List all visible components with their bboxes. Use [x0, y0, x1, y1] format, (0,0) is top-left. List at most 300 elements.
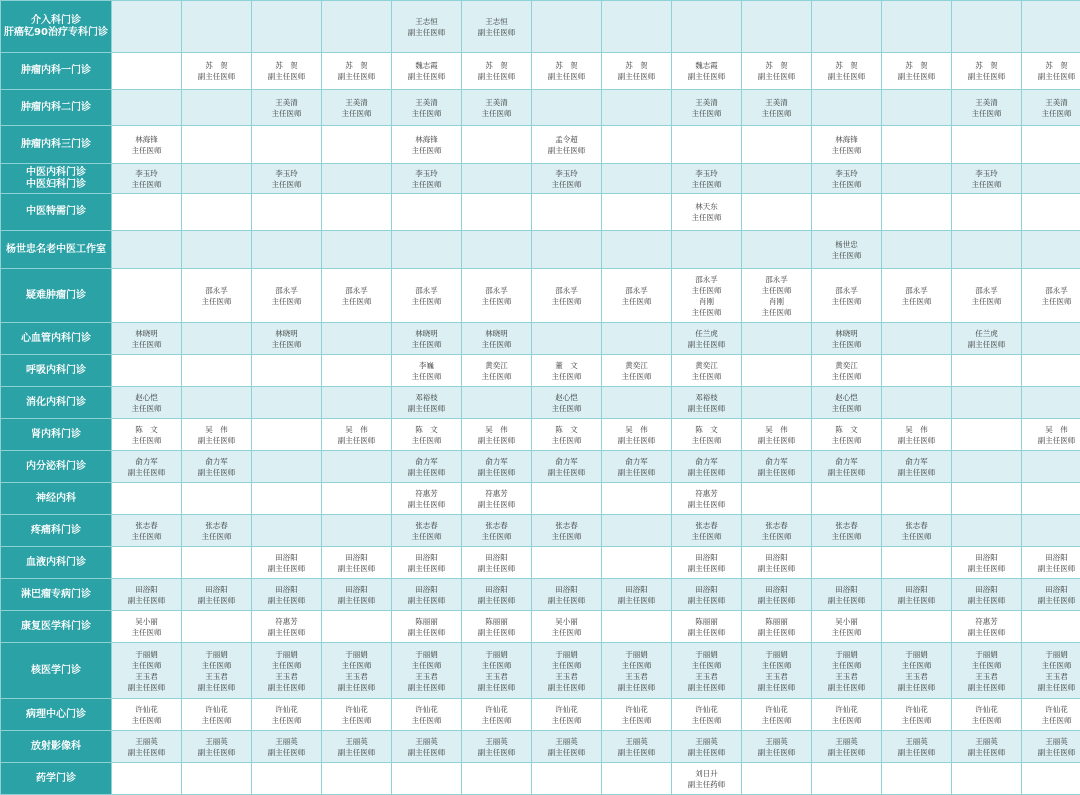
doctor-title: 主任医师	[882, 715, 951, 726]
doctor-entry	[532, 649, 601, 671]
doctor-name: 李玉玲	[392, 168, 461, 179]
doctor-entry	[462, 360, 531, 382]
doctor-name: 邓裕枝	[672, 392, 741, 403]
schedule-cell	[532, 387, 602, 419]
doctor-entry	[672, 392, 741, 414]
doctor-name: 邵永孚	[1022, 285, 1080, 296]
doctor-name: 田浴阳	[672, 584, 741, 595]
doctor-name: 于丽娟	[742, 649, 811, 660]
schedule-cell	[112, 579, 182, 611]
department-name-line: 杨世忠名老中医工作室	[1, 244, 111, 256]
department-name	[1, 231, 112, 269]
doctor-name: 陈 文	[532, 424, 601, 435]
schedule-cell	[252, 515, 322, 547]
schedule-cell	[322, 387, 392, 419]
department-name-line: 肿瘤内科一门诊	[1, 65, 111, 77]
doctor-name: 邵永孚	[322, 285, 391, 296]
doctor-entry	[392, 520, 461, 542]
doctor-entry	[742, 584, 811, 606]
doctor-title: 主任医师	[532, 435, 601, 446]
schedule-cell	[532, 164, 602, 194]
doctor-entry	[812, 456, 881, 478]
doctor-title: 副主任医师	[1022, 435, 1080, 446]
doctor-name: 田浴阳	[952, 552, 1021, 563]
schedule-cell	[952, 515, 1022, 547]
schedule-cell	[392, 90, 462, 126]
department-name	[1, 763, 112, 795]
schedule-cell	[462, 164, 532, 194]
doctor-title: 副主任医师	[462, 747, 531, 758]
doctor-title: 副主任医师	[532, 71, 601, 82]
schedule-cell	[742, 731, 812, 763]
schedule-row	[1, 90, 1080, 126]
doctor-title: 副主任医师	[392, 403, 461, 414]
doctor-name: 王美清	[322, 97, 391, 108]
doctor-entry	[182, 649, 251, 671]
doctor-title: 主任医师	[462, 108, 531, 119]
schedule-cell	[322, 90, 392, 126]
doctor-title: 主任医师	[392, 371, 461, 382]
doctor-name: 吴小丽	[112, 616, 181, 627]
doctor-name: 邵永孚	[812, 285, 881, 296]
doctor-title: 副主任医师	[112, 682, 181, 693]
schedule-cell	[462, 515, 532, 547]
doctor-name: 田浴阳	[322, 584, 391, 595]
schedule-cell	[812, 483, 882, 515]
doctor-title: 主任医师	[322, 715, 391, 726]
doctor-title: 主任医师	[462, 371, 531, 382]
doctor-entry	[882, 285, 951, 307]
doctor-entry	[532, 60, 601, 82]
doctor-entry	[672, 649, 741, 671]
schedule-cell	[952, 387, 1022, 419]
schedule-cell	[882, 355, 952, 387]
schedule-cell	[112, 231, 182, 269]
doctor-entry	[322, 97, 391, 119]
doctor-name: 王玉君	[672, 671, 741, 682]
doctor-title: 副主任医师	[182, 71, 251, 82]
doctor-title: 主任医师	[742, 307, 811, 318]
doctor-name: 王美清	[252, 97, 321, 108]
department-name-line: 中医妇科门诊	[1, 179, 111, 191]
doctor-title: 副主任医师	[672, 71, 741, 82]
doctor-name: 吴 伟	[742, 424, 811, 435]
doctor-entry	[392, 488, 461, 510]
doctor-name: 许仙花	[602, 704, 671, 715]
schedule-cell	[742, 1, 812, 53]
doctor-entry	[812, 616, 881, 638]
doctor-title: 副主任医师	[112, 747, 181, 758]
doctor-entry	[112, 168, 181, 190]
doctor-title: 主任医师	[672, 212, 741, 223]
doctor-entry	[812, 328, 881, 350]
department-name-line: 肾内科门诊	[1, 429, 111, 441]
schedule-cell	[462, 643, 532, 699]
doctor-name: 陈 文	[812, 424, 881, 435]
doctor-name: 俞力军	[532, 456, 601, 467]
schedule-cell	[462, 763, 532, 795]
schedule-cell	[322, 763, 392, 795]
doctor-title: 主任医师	[112, 627, 181, 638]
doctor-name: 王丽英	[532, 736, 601, 747]
schedule-cell	[952, 699, 1022, 731]
doctor-title: 副主任医师	[952, 627, 1021, 638]
schedule-cell	[1022, 164, 1080, 194]
schedule-cell	[812, 547, 882, 579]
doctor-entry	[1022, 97, 1080, 119]
department-name	[1, 699, 112, 731]
doctor-title: 主任医师	[392, 531, 461, 542]
doctor-title: 副主任医师	[1022, 71, 1080, 82]
doctor-name: 符惠芳	[252, 616, 321, 627]
schedule-cell	[1022, 126, 1080, 164]
schedule-cell	[602, 451, 672, 483]
doctor-title: 主任医师	[392, 179, 461, 190]
schedule-cell	[1022, 699, 1080, 731]
doctor-name: 俞力军	[182, 456, 251, 467]
schedule-cell	[882, 731, 952, 763]
doctor-entry	[252, 285, 321, 307]
doctor-title: 副主任医师	[882, 682, 951, 693]
doctor-entry	[462, 704, 531, 726]
doctor-title: 副主任医师	[532, 747, 601, 758]
schedule-cell	[392, 419, 462, 451]
doctor-entry	[812, 649, 881, 671]
doctor-title: 主任医师	[742, 108, 811, 119]
schedule-cell	[392, 231, 462, 269]
doctor-title: 主任医师	[672, 108, 741, 119]
doctor-name: 苏 贺	[252, 60, 321, 71]
doctor-entry	[672, 456, 741, 478]
schedule-cell	[462, 579, 532, 611]
doctor-title: 副主任医师	[1022, 747, 1080, 758]
schedule-cell	[812, 643, 882, 699]
doctor-entry	[462, 16, 531, 38]
doctor-name: 王玉君	[602, 671, 671, 682]
schedule-cell	[322, 731, 392, 763]
doctor-name: 邵永孚	[462, 285, 531, 296]
schedule-cell	[742, 194, 812, 231]
doctor-name: 田浴阳	[252, 584, 321, 595]
doctor-entry	[112, 649, 181, 671]
doctor-title: 主任医师	[952, 715, 1021, 726]
schedule-cell	[182, 419, 252, 451]
schedule-cell	[322, 547, 392, 579]
doctor-entry	[812, 671, 881, 693]
doctor-title: 副主任医师	[952, 339, 1021, 350]
doctor-entry	[1022, 285, 1080, 307]
doctor-entry	[672, 616, 741, 638]
schedule-cell	[1022, 387, 1080, 419]
doctor-entry	[812, 239, 881, 261]
doctor-entry	[392, 704, 461, 726]
doctor-name: 苏 贺	[322, 60, 391, 71]
schedule-cell	[672, 547, 742, 579]
schedule-cell	[742, 355, 812, 387]
schedule-cell	[812, 269, 882, 323]
doctor-title: 副主任医师	[322, 563, 391, 574]
schedule-cell	[742, 323, 812, 355]
doctor-name: 王丽英	[392, 736, 461, 747]
schedule-cell	[112, 53, 182, 90]
doctor-title: 副主任医师	[882, 747, 951, 758]
schedule-cell	[532, 699, 602, 731]
doctor-name: 许仙花	[812, 704, 881, 715]
schedule-cell	[672, 699, 742, 731]
doctor-name: 林晓明	[462, 328, 531, 339]
schedule-cell	[392, 731, 462, 763]
schedule-cell	[252, 231, 322, 269]
doctor-name: 张志春	[532, 520, 601, 531]
doctor-entry	[462, 584, 531, 606]
schedule-cell	[882, 126, 952, 164]
schedule-cell	[1022, 547, 1080, 579]
schedule-cell	[112, 90, 182, 126]
doctor-name: 俞力军	[602, 456, 671, 467]
doctor-name: 李玉玲	[252, 168, 321, 179]
doctor-title: 主任医师	[252, 715, 321, 726]
doctor-name: 田浴阳	[392, 584, 461, 595]
doctor-title: 副主任医师	[672, 563, 741, 574]
schedule-cell	[252, 763, 322, 795]
schedule-cell	[392, 355, 462, 387]
doctor-name: 肖刚	[742, 296, 811, 307]
schedule-cell	[952, 269, 1022, 323]
schedule-cell	[532, 451, 602, 483]
doctor-name: 李玉玲	[672, 168, 741, 179]
doctor-name: 吴 伟	[602, 424, 671, 435]
doctor-title: 主任医师	[532, 715, 601, 726]
doctor-title: 副主任医师	[602, 595, 671, 606]
schedule-cell	[252, 643, 322, 699]
doctor-name: 符惠芳	[952, 616, 1021, 627]
schedule-row	[1, 731, 1080, 763]
schedule-row	[1, 269, 1080, 323]
schedule-cell	[1022, 731, 1080, 763]
doctor-entry	[462, 456, 531, 478]
doctor-name: 王丽英	[602, 736, 671, 747]
schedule-cell	[322, 164, 392, 194]
doctor-title: 副主任医师	[462, 71, 531, 82]
schedule-cell	[602, 483, 672, 515]
doctor-name: 王玉君	[112, 671, 181, 682]
doctor-entry	[112, 736, 181, 758]
schedule-cell	[392, 1, 462, 53]
doctor-title: 副主任医师	[602, 71, 671, 82]
schedule-cell	[602, 515, 672, 547]
doctor-title: 主任医师	[952, 296, 1021, 307]
doctor-name: 董 文	[532, 360, 601, 371]
schedule-cell	[742, 387, 812, 419]
schedule-row	[1, 355, 1080, 387]
doctor-name: 苏 贺	[182, 60, 251, 71]
doctor-name: 许仙花	[462, 704, 531, 715]
doctor-entry	[882, 649, 951, 671]
schedule-cell	[882, 53, 952, 90]
department-name	[1, 387, 112, 419]
doctor-title: 副主任医师	[742, 467, 811, 478]
doctor-name: 俞力军	[742, 456, 811, 467]
schedule-cell	[882, 323, 952, 355]
schedule-cell	[672, 579, 742, 611]
doctor-title: 副主任医师	[182, 435, 251, 446]
doctor-name: 苏 贺	[532, 60, 601, 71]
schedule-row	[1, 126, 1080, 164]
doctor-name: 王美清	[672, 97, 741, 108]
schedule-cell	[812, 451, 882, 483]
doctor-entry	[812, 392, 881, 414]
schedule-cell	[812, 515, 882, 547]
schedule-cell	[252, 126, 322, 164]
doctor-entry	[112, 392, 181, 414]
schedule-cell	[1022, 1, 1080, 53]
schedule-cell	[182, 53, 252, 90]
schedule-cell	[182, 515, 252, 547]
schedule-cell	[392, 547, 462, 579]
doctor-name: 于丽娟	[882, 649, 951, 660]
doctor-entry	[182, 671, 251, 693]
schedule-cell	[602, 643, 672, 699]
doctor-entry	[532, 616, 601, 638]
schedule-cell	[812, 355, 882, 387]
doctor-entry	[392, 616, 461, 638]
doctor-name: 于丽娟	[1022, 649, 1080, 660]
schedule-cell	[672, 355, 742, 387]
schedule-cell	[252, 1, 322, 53]
doctor-name: 邵永孚	[182, 285, 251, 296]
schedule-cell	[882, 699, 952, 731]
doctor-name: 许仙花	[952, 704, 1021, 715]
schedule-cell	[672, 53, 742, 90]
schedule-cell	[182, 355, 252, 387]
doctor-name: 王丽英	[952, 736, 1021, 747]
doctor-name: 苏 贺	[602, 60, 671, 71]
doctor-name: 田浴阳	[252, 552, 321, 563]
schedule-cell	[182, 90, 252, 126]
doctor-name: 田浴阳	[112, 584, 181, 595]
doctor-title: 主任医师	[1022, 660, 1080, 671]
schedule-cell	[812, 763, 882, 795]
doctor-name: 陈丽丽	[672, 616, 741, 627]
schedule-cell	[882, 611, 952, 643]
schedule-cell	[882, 387, 952, 419]
doctor-title: 主任医师	[882, 296, 951, 307]
schedule-cell	[602, 419, 672, 451]
schedule-row	[1, 451, 1080, 483]
doctor-entry	[952, 285, 1021, 307]
doctor-title: 主任医师	[602, 296, 671, 307]
schedule-cell	[182, 387, 252, 419]
schedule-cell	[672, 483, 742, 515]
schedule-cell	[672, 90, 742, 126]
doctor-title: 主任医师	[672, 285, 741, 296]
doctor-name: 李玉玲	[112, 168, 181, 179]
schedule-cell	[742, 515, 812, 547]
doctor-title: 主任医师	[812, 250, 881, 261]
doctor-title: 主任医师	[812, 715, 881, 726]
doctor-name: 吴小丽	[532, 616, 601, 627]
schedule-cell	[112, 194, 182, 231]
schedule-cell	[182, 1, 252, 53]
doctor-name: 田浴阳	[672, 552, 741, 563]
schedule-cell	[1022, 419, 1080, 451]
schedule-cell	[252, 53, 322, 90]
schedule-cell	[812, 387, 882, 419]
doctor-title: 主任医师	[392, 296, 461, 307]
doctor-name: 许仙花	[742, 704, 811, 715]
doctor-entry	[812, 424, 881, 446]
doctor-entry	[742, 671, 811, 693]
doctor-entry	[392, 649, 461, 671]
doctor-name: 林晓明	[812, 328, 881, 339]
doctor-entry	[462, 285, 531, 307]
doctor-name: 苏 贺	[462, 60, 531, 71]
doctor-name: 吴 伟	[462, 424, 531, 435]
schedule-cell	[252, 164, 322, 194]
schedule-cell	[672, 231, 742, 269]
doctor-entry	[952, 649, 1021, 671]
doctor-name: 王丽英	[812, 736, 881, 747]
schedule-cell	[532, 483, 602, 515]
doctor-title: 副主任医师	[672, 682, 741, 693]
doctor-name: 田浴阳	[812, 584, 881, 595]
doctor-title: 主任医师	[322, 108, 391, 119]
doctor-title: 主任医师	[672, 715, 741, 726]
doctor-name: 苏 贺	[952, 60, 1021, 71]
department-name	[1, 451, 112, 483]
doctor-entry	[812, 704, 881, 726]
schedule-cell	[252, 731, 322, 763]
doctor-name: 于丽娟	[532, 649, 601, 660]
schedule-cell	[672, 164, 742, 194]
schedule-cell	[602, 194, 672, 231]
doctor-entry	[112, 704, 181, 726]
schedule-cell	[742, 763, 812, 795]
doctor-entry	[112, 671, 181, 693]
schedule-cell	[1022, 611, 1080, 643]
doctor-name: 于丽娟	[392, 649, 461, 660]
doctor-name: 俞力军	[462, 456, 531, 467]
schedule-cell	[952, 194, 1022, 231]
doctor-title: 副主任医师	[812, 595, 881, 606]
doctor-entry	[252, 60, 321, 82]
doctor-name: 王玉君	[812, 671, 881, 682]
doctor-title: 副主任医师	[742, 563, 811, 574]
department-name-line: 药学门诊	[1, 773, 111, 785]
schedule-cell	[1022, 194, 1080, 231]
schedule-cell	[952, 579, 1022, 611]
schedule-cell	[532, 731, 602, 763]
doctor-entry	[1022, 552, 1080, 574]
doctor-name: 王美清	[392, 97, 461, 108]
schedule-cell	[322, 611, 392, 643]
doctor-entry	[952, 616, 1021, 638]
schedule-cell	[602, 1, 672, 53]
doctor-name: 于丽娟	[322, 649, 391, 660]
doctor-title: 主任医师	[532, 627, 601, 638]
doctor-entry	[952, 584, 1021, 606]
schedule-cell	[112, 419, 182, 451]
doctor-entry	[1022, 584, 1080, 606]
doctor-title: 主任医师	[812, 145, 881, 156]
doctor-title: 副主任医师	[742, 747, 811, 758]
doctor-name: 俞力军	[392, 456, 461, 467]
schedule-cell	[462, 90, 532, 126]
schedule-cell	[532, 547, 602, 579]
doctor-name: 张志春	[182, 520, 251, 531]
doctor-name: 邵永孚	[392, 285, 461, 296]
doctor-entry	[532, 520, 601, 542]
